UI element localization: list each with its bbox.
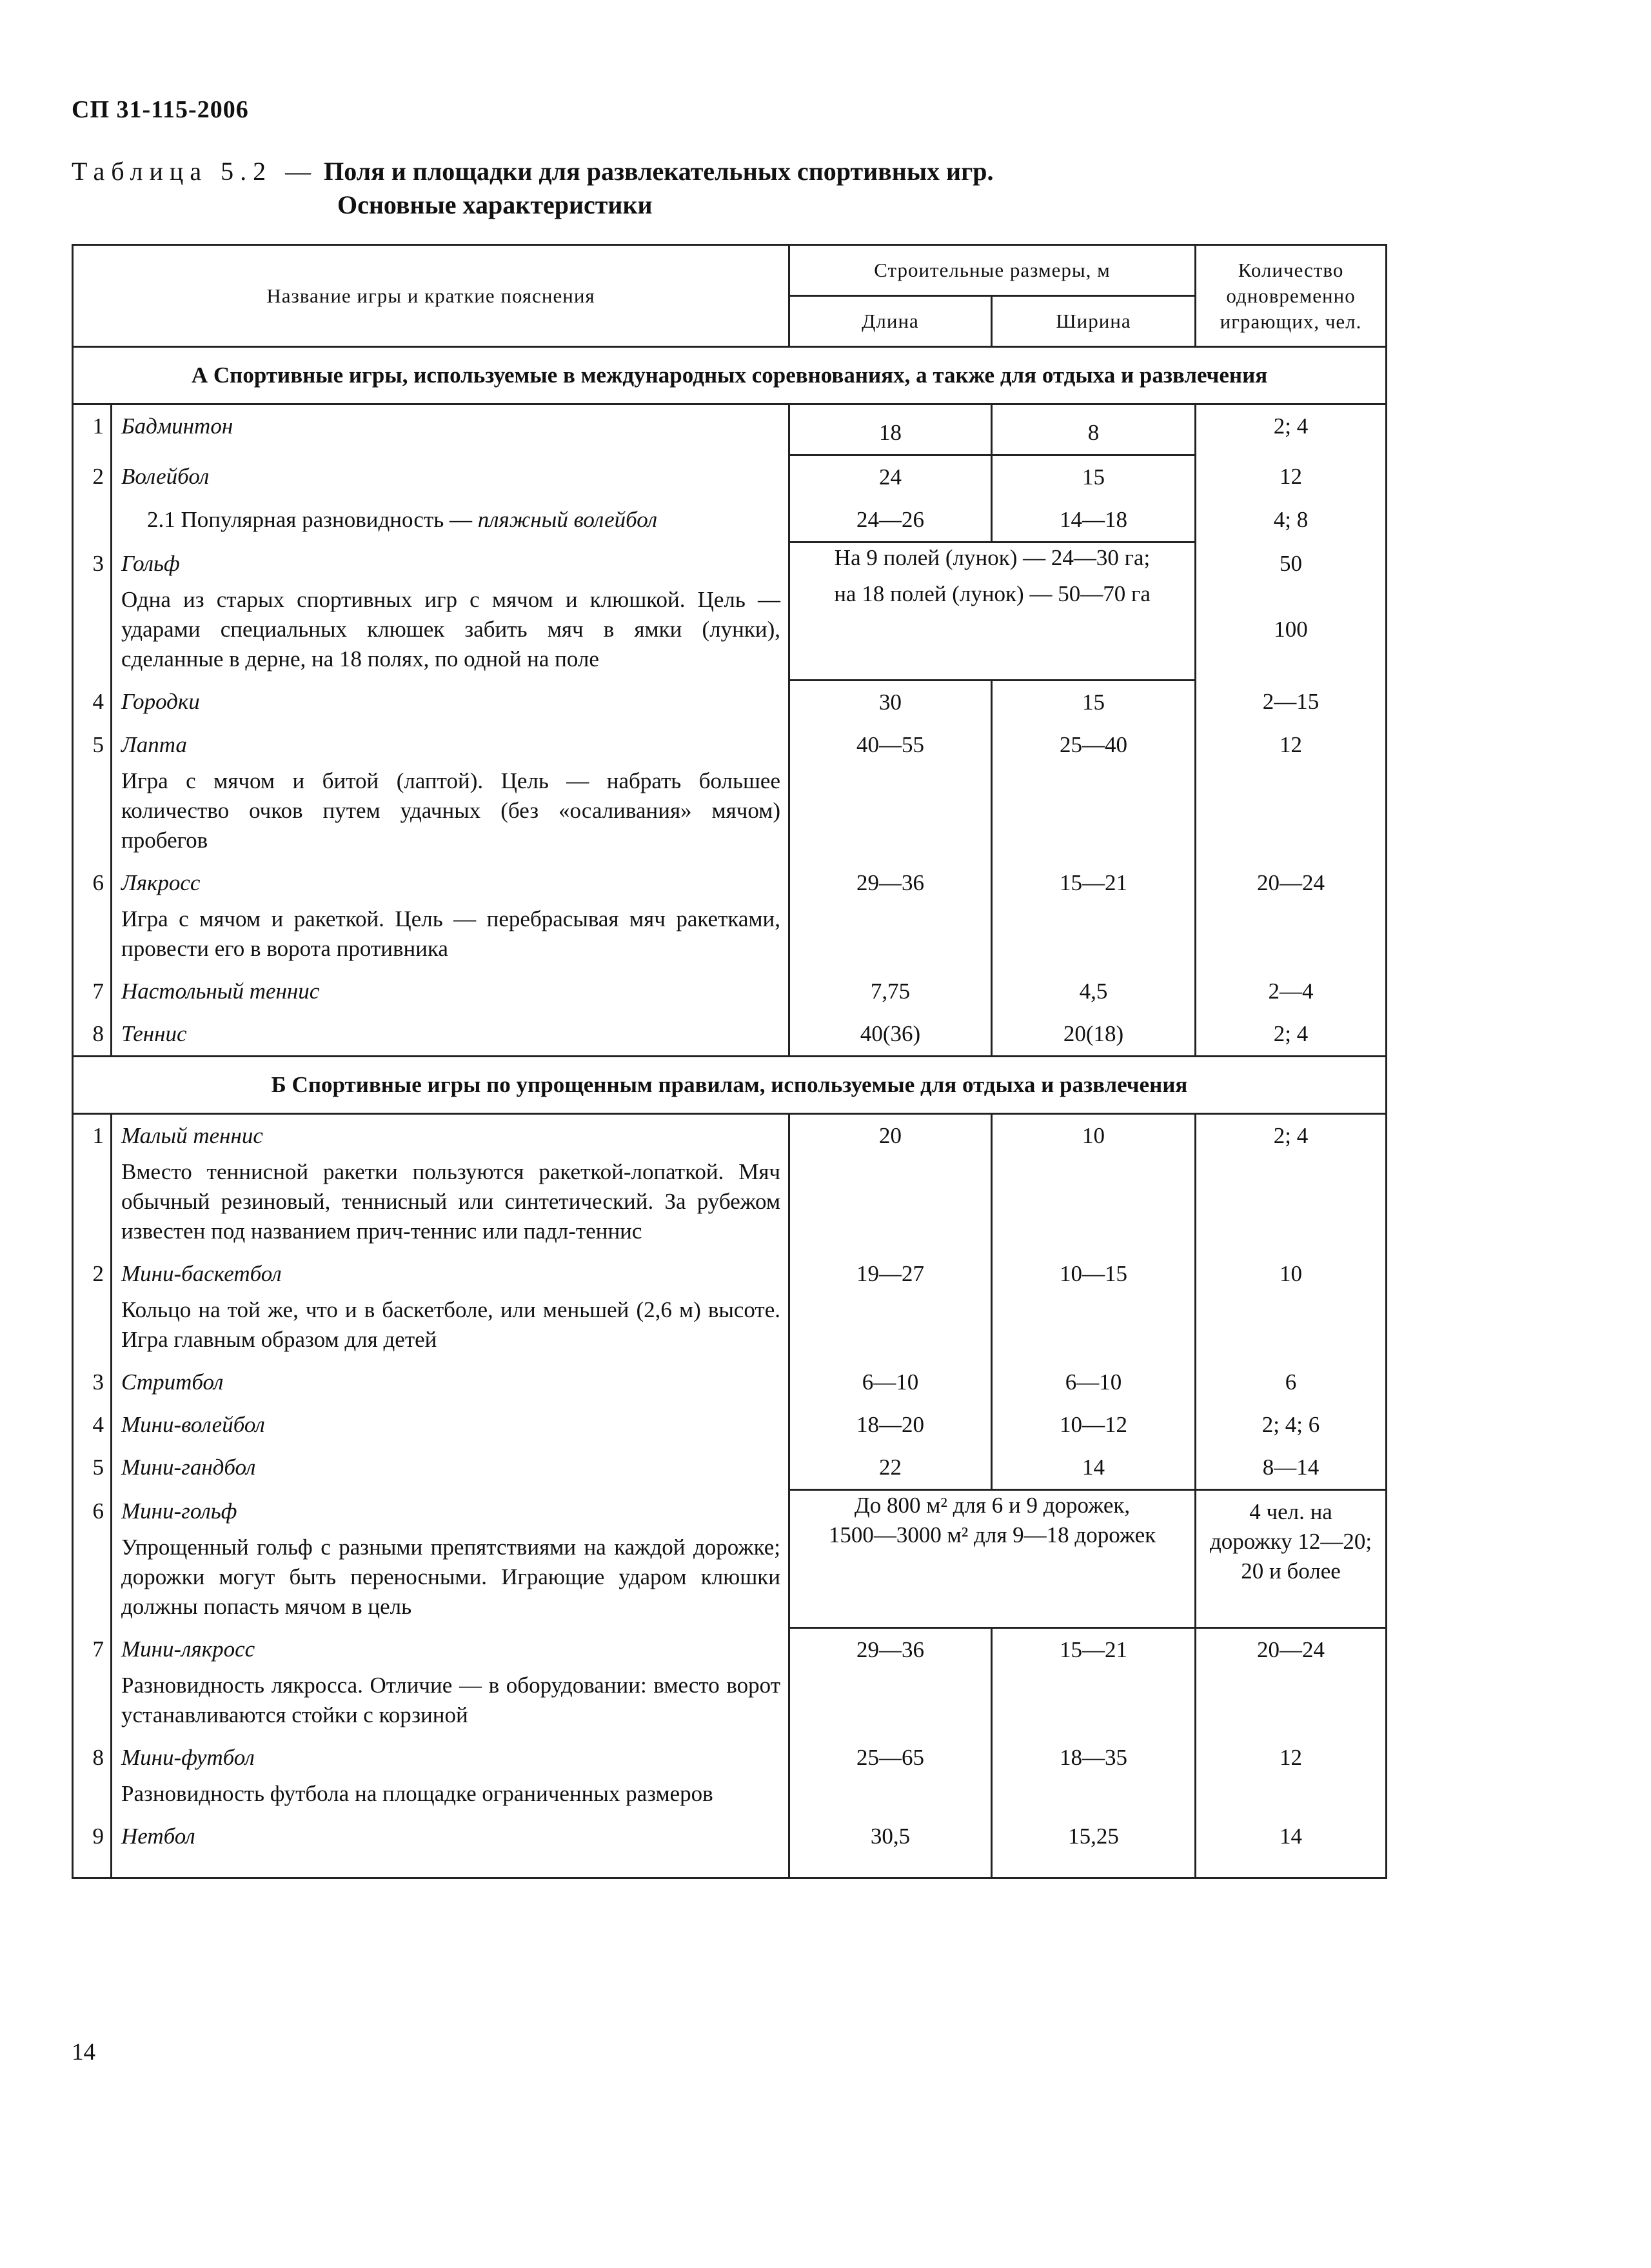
header-length: Длина: [789, 296, 992, 347]
game-name: Мини-волейбол: [121, 1412, 265, 1437]
players-cell: 12: [1196, 1736, 1387, 1815]
section-a-title: А Спортивные игры, используемые в международных соревнованиях, а также для отдыха и развлечения: [73, 347, 1387, 404]
game-description: Упрощенный гольф с разными препятствиями на каждой дорожке; дорожки могут быть переносными. Играющие ударом клюшки должны попасть мячом в цель: [121, 1534, 781, 1619]
players-cell: 14: [1196, 1815, 1387, 1878]
length-cell: 7,75: [789, 970, 992, 1013]
game-name-cell: [112, 1114, 789, 1253]
players-cell: 2; 4: [1196, 1114, 1387, 1253]
players-cell: 4 чел. на дорожку 12—20; 20 и более: [1196, 1490, 1387, 1628]
width-cell: 15—21: [992, 1628, 1196, 1736]
row-number: 5: [73, 1446, 112, 1490]
header-name: Название игры и краткие пояснения: [73, 245, 789, 347]
width-cell: 4,5: [992, 970, 1196, 1013]
length-cell: 20: [789, 1114, 992, 1253]
game-description: Игра с мячом и битой (лаптой). Цель — набрать большее количество очков путем удачных (без «осаливания» мячом) пробегов: [121, 768, 781, 853]
length-cell: 18—20: [789, 1404, 992, 1446]
game-name-cell: [112, 404, 789, 455]
players-cell: [1196, 542, 1387, 681]
game-name: Настольный теннис: [121, 979, 320, 1004]
row-number: 4: [73, 681, 112, 724]
caption-title-line2: Основные характеристики: [337, 190, 653, 219]
table-row: [73, 1013, 1387, 1057]
page-number: 14: [72, 2039, 95, 2065]
dims-line-1: На 9 полей (лунок) — 24—30 га;: [834, 545, 1151, 570]
length-cell: 29—36: [789, 1628, 992, 1736]
width-cell: 20(18): [992, 1013, 1196, 1057]
row-number: 7: [73, 970, 112, 1013]
row-number: [73, 499, 112, 542]
game-name-cell: [112, 1404, 789, 1446]
width-cell: 15—21: [992, 862, 1196, 970]
players-cell: 6: [1196, 1361, 1387, 1404]
game-name-cell: [112, 1361, 789, 1404]
game-description: Одна из старых спортивных игр с мячом и клюшкой. Цель — ударами специальных клюшек забить мяч в ямки (лунки), сделанные в дерне, на 18 полях, по одной на поле: [121, 586, 781, 671]
game-name: Мини-гандбол: [121, 1455, 256, 1480]
game-description: Кольцо на той же, что и в баскетболе, или меньшей (2,6 м) высоте. Игра главным образом для детей: [121, 1297, 781, 1352]
length-cell: 24—26: [789, 499, 992, 542]
players-cell: 20—24: [1196, 862, 1387, 970]
length-cell: 24: [789, 455, 992, 499]
players-cell: 2—4: [1196, 970, 1387, 1013]
game-name: Теннис: [121, 1021, 187, 1046]
length-cell: 18: [789, 404, 992, 455]
row-number: 2: [73, 455, 112, 499]
game-subtype: [147, 505, 780, 535]
header-players: Количество одновременно играющих, чел.: [1196, 245, 1387, 347]
game-name: Лякросс: [121, 870, 201, 895]
game-name-cell: [112, 455, 789, 499]
game-name-cell: [112, 1490, 789, 1628]
game-description: Разновидность лякросса. Отличие — в оборудовании: вместо ворот устанавливаются стойки с корзиной: [121, 1672, 781, 1727]
game-name: Нетбол: [121, 1823, 195, 1849]
subtype-name: пляжный волейбол: [477, 507, 658, 532]
game-name-cell: [112, 1253, 789, 1361]
game-name-cell: [112, 681, 789, 724]
players-cell: 10: [1196, 1253, 1387, 1361]
table-row: [73, 1114, 1387, 1253]
players-cell: 4; 8: [1196, 499, 1387, 542]
players-cell: 2—15: [1196, 681, 1387, 724]
row-number: 6: [73, 1490, 112, 1628]
table-row: [73, 1736, 1387, 1815]
game-description: Вместо теннисной ракетки пользуются ракеткой-лопаткой. Мяч обычный резиновый, теннисный или синтетический. За рубежом известен под названием прич-теннис или падл-теннис: [121, 1159, 781, 1244]
width-cell: 6—10: [992, 1361, 1196, 1404]
game-description: Игра с мячом и ракеткой. Цель — перебрасывая мяч ракетками, провести его в ворота противника: [121, 906, 781, 961]
row-number: 8: [73, 1013, 112, 1057]
dims-merged-cell: [789, 542, 1196, 681]
table-row: [73, 1446, 1387, 1490]
game-name-cell: [112, 970, 789, 1013]
length-cell: 40—55: [789, 724, 992, 862]
table-row: [73, 404, 1387, 455]
game-name-cell: [112, 724, 789, 862]
row-number: 9: [73, 1815, 112, 1878]
row-number: 5: [73, 724, 112, 862]
length-cell: 29—36: [789, 862, 992, 970]
game-description: Разновидность футбола на площадке ограниченных размеров: [121, 1780, 713, 1806]
dims-line-2: 1500—3000 м² для 9—18 дорожек: [828, 1522, 1156, 1547]
subtype-prefix: 2.1 Популярная разновидность —: [147, 507, 472, 532]
table-row: [73, 455, 1387, 499]
header-dims: Строительные размеры, м: [789, 245, 1196, 296]
players-line-1: 50: [1280, 550, 1303, 576]
caption-label: Таблица 5.2 —: [72, 157, 318, 186]
game-name: Мини-лякросс: [121, 1636, 255, 1662]
section-b-title: Б Спортивные игры по упрощенным правилам, используемые для отдыха и развлечения: [73, 1057, 1387, 1114]
table-row: [73, 681, 1387, 724]
width-cell: 18—35: [992, 1736, 1196, 1815]
row-number: 7: [73, 1628, 112, 1736]
length-cell: 30: [789, 681, 992, 724]
players-cell: 2; 4: [1196, 1013, 1387, 1057]
players-cell: 20—24: [1196, 1628, 1387, 1736]
width-cell: 10—15: [992, 1253, 1196, 1361]
length-cell: 19—27: [789, 1253, 992, 1361]
width-cell: 14: [992, 1446, 1196, 1490]
game-name: Стритбол: [121, 1369, 224, 1395]
width-cell: 14—18: [992, 499, 1196, 542]
game-name: Мини-гольф: [121, 1498, 237, 1524]
game-name-cell: [112, 542, 789, 681]
table-row: [73, 1815, 1387, 1878]
table-caption: [72, 155, 994, 222]
dims-line-2: на 18 полей (лунок) — 50—70 га: [834, 581, 1151, 606]
game-name-cell: [112, 1628, 789, 1736]
table-row: [73, 724, 1387, 862]
width-cell: 15: [992, 455, 1196, 499]
length-cell: 30,5: [789, 1815, 992, 1878]
row-number: 3: [73, 1361, 112, 1404]
table-row: [73, 1628, 1387, 1736]
players-cell: 2; 4; 6: [1196, 1404, 1387, 1446]
length-cell: 25—65: [789, 1736, 992, 1815]
width-cell: 10—12: [992, 1404, 1196, 1446]
game-name-cell: [112, 862, 789, 970]
dims-merged-cell: [789, 1490, 1196, 1628]
game-name: Мини-баскетбол: [121, 1261, 282, 1286]
width-cell: 15: [992, 681, 1196, 724]
game-name-cell: [112, 1736, 789, 1815]
length-cell: 40(36): [789, 1013, 992, 1057]
players-cell: 12: [1196, 724, 1387, 862]
dims-line-1: До 800 м² для 6 и 9 дорожек,: [854, 1493, 1131, 1518]
table-row: [73, 1490, 1387, 1628]
row-number: 1: [73, 404, 112, 455]
width-cell: 25—40: [992, 724, 1196, 862]
row-number: 3: [73, 542, 112, 681]
game-name: Волейбол: [121, 463, 210, 489]
game-name-cell: [112, 1013, 789, 1057]
game-name: Мини-футбол: [121, 1744, 255, 1770]
table-row: [73, 1361, 1387, 1404]
table-row: [73, 862, 1387, 970]
header-width: Ширина: [992, 296, 1196, 347]
caption-title-line1: Поля и площадки для развлекательных спортивных игр.: [324, 157, 994, 186]
game-name: Бадминтон: [121, 413, 233, 439]
length-cell: 6—10: [789, 1361, 992, 1404]
row-number: 4: [73, 1404, 112, 1446]
game-name: Гольф: [121, 550, 180, 576]
game-name-cell: [112, 499, 789, 542]
table-row: [73, 1253, 1387, 1361]
table-row: [73, 542, 1387, 681]
game-name: Лапта: [121, 732, 187, 757]
row-number: 1: [73, 1114, 112, 1253]
width-cell: 8: [992, 404, 1196, 455]
players-cell: 2; 4: [1196, 404, 1387, 455]
width-cell: 10: [992, 1114, 1196, 1253]
document-code: СП 31-115-2006: [72, 96, 249, 123]
game-name-cell: [112, 1815, 789, 1878]
row-number: 8: [73, 1736, 112, 1815]
width-cell: 15,25: [992, 1815, 1196, 1878]
players-cell: 8—14: [1196, 1446, 1387, 1490]
game-name-cell: [112, 1446, 789, 1490]
players-line-2: 100: [1274, 616, 1308, 642]
length-cell: 22: [789, 1446, 992, 1490]
table-row: [73, 1404, 1387, 1446]
game-name: Городки: [121, 688, 200, 714]
row-number: 2: [73, 1253, 112, 1361]
row-number: 6: [73, 862, 112, 970]
games-table: [72, 244, 1387, 1879]
game-name: Малый теннис: [121, 1123, 263, 1148]
table-row: [73, 970, 1387, 1013]
players-cell: 12: [1196, 455, 1387, 499]
table-row: [73, 499, 1387, 542]
